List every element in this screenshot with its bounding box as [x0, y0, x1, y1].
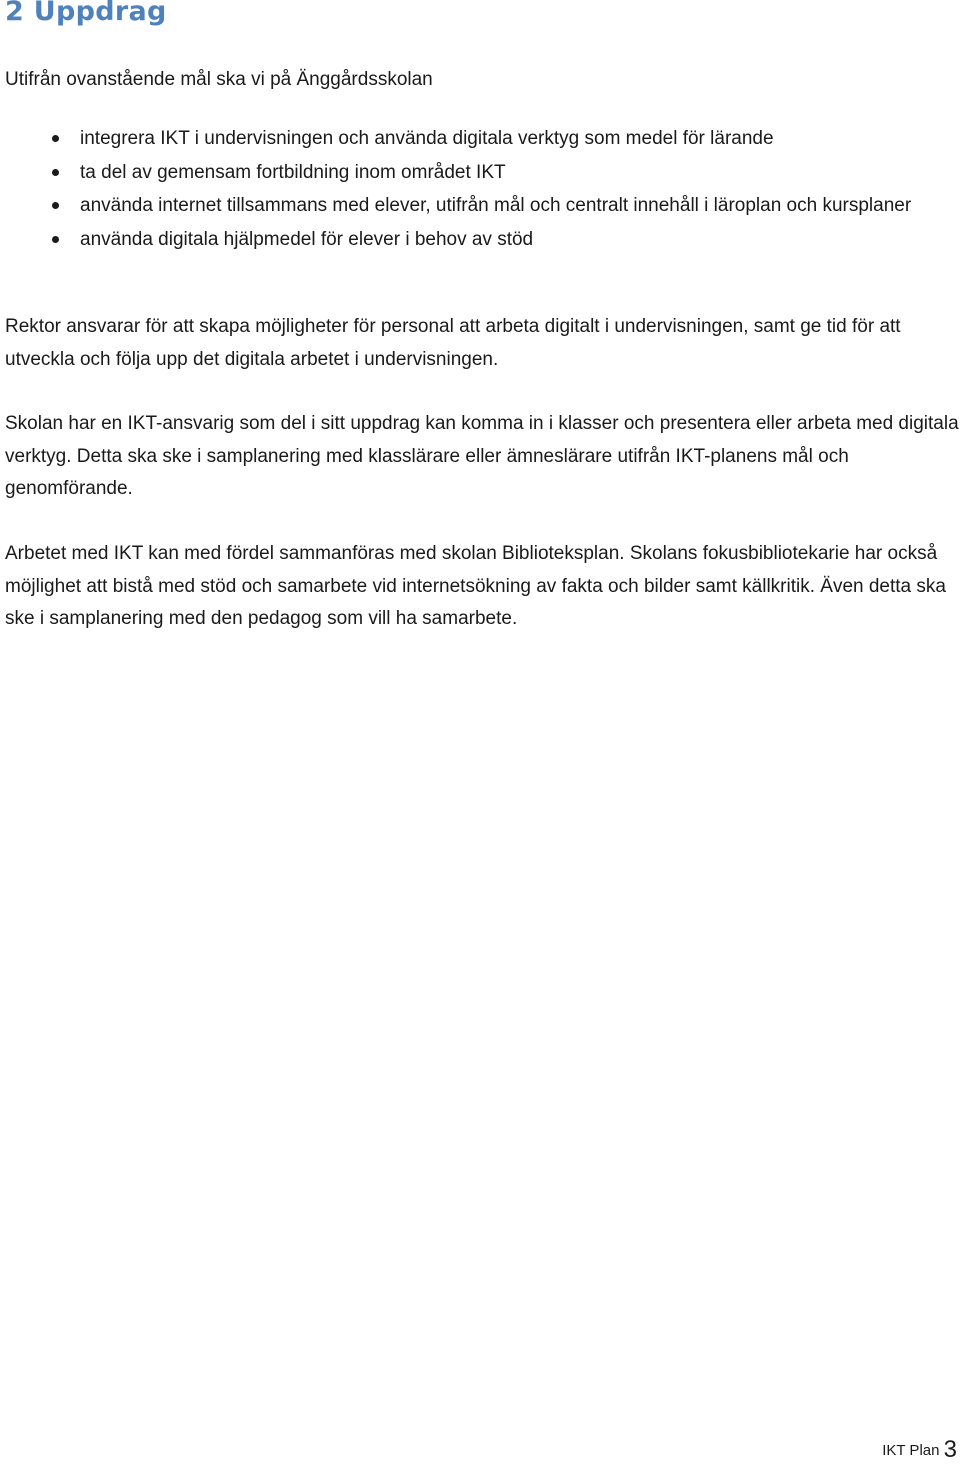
list-item	[0, 122, 960, 156]
bullet-icon	[52, 236, 59, 243]
list-item	[0, 189, 960, 223]
bullet-icon	[52, 169, 59, 176]
page-footer	[882, 1435, 957, 1466]
paragraph-ikt-ansvarig: Skolan har en IKT-ansvarig som del i sitt uppdrag kan komma in i klasser och presentera eller arbeta med digitala verktyg. Detta ska ske i samplanering med klasslärare eller ämneslärare utifrån IKT-planens mål och genomförande.	[5, 413, 959, 499]
list-item-text: använda internet tillsammans med elever, utifrån mål och centralt innehåll i läroplan och kursplaner	[80, 195, 912, 216]
intro-text: Utifrån ovanstående mål ska vi på Änggårdsskolan	[5, 69, 433, 90]
page-number: 3	[943, 1436, 957, 1463]
bullet-icon	[52, 202, 59, 209]
goals-list	[0, 122, 960, 256]
paragraph-biblioteksplan: Arbetet med IKT kan med fördel sammanföras med skolan Biblioteksplan. Skolans fokusbibliotekarie har också möjlighet att bistå med stöd och samarbete vid internetsökning av fakta och bilder samt källkritik. Även detta ska ske i samplanering med den pedagog som vill ha samarbete.	[5, 543, 946, 629]
section-heading: 2 Uppdrag	[5, 0, 167, 27]
list-item-text: ta del av gemensam fortbildning inom området IKT	[80, 161, 506, 183]
bullet-icon	[52, 135, 59, 142]
list-item	[0, 156, 960, 190]
list-item-text: använda digitala hjälpmedel för elever i behov av stöd	[80, 228, 534, 250]
list-item	[0, 223, 960, 257]
footer-label: IKT Plan	[882, 1442, 940, 1459]
list-item-text: integrera IKT i undervisningen och använda digitala verktyg som medel för lärande	[80, 128, 774, 149]
paragraph-rektor: Rektor ansvarar för att skapa möjligheter för personal att arbeta digitalt i undervisningen, samt ge tid för att utveckla och följa upp det digitala arbetet i undervisningen.	[5, 316, 901, 370]
